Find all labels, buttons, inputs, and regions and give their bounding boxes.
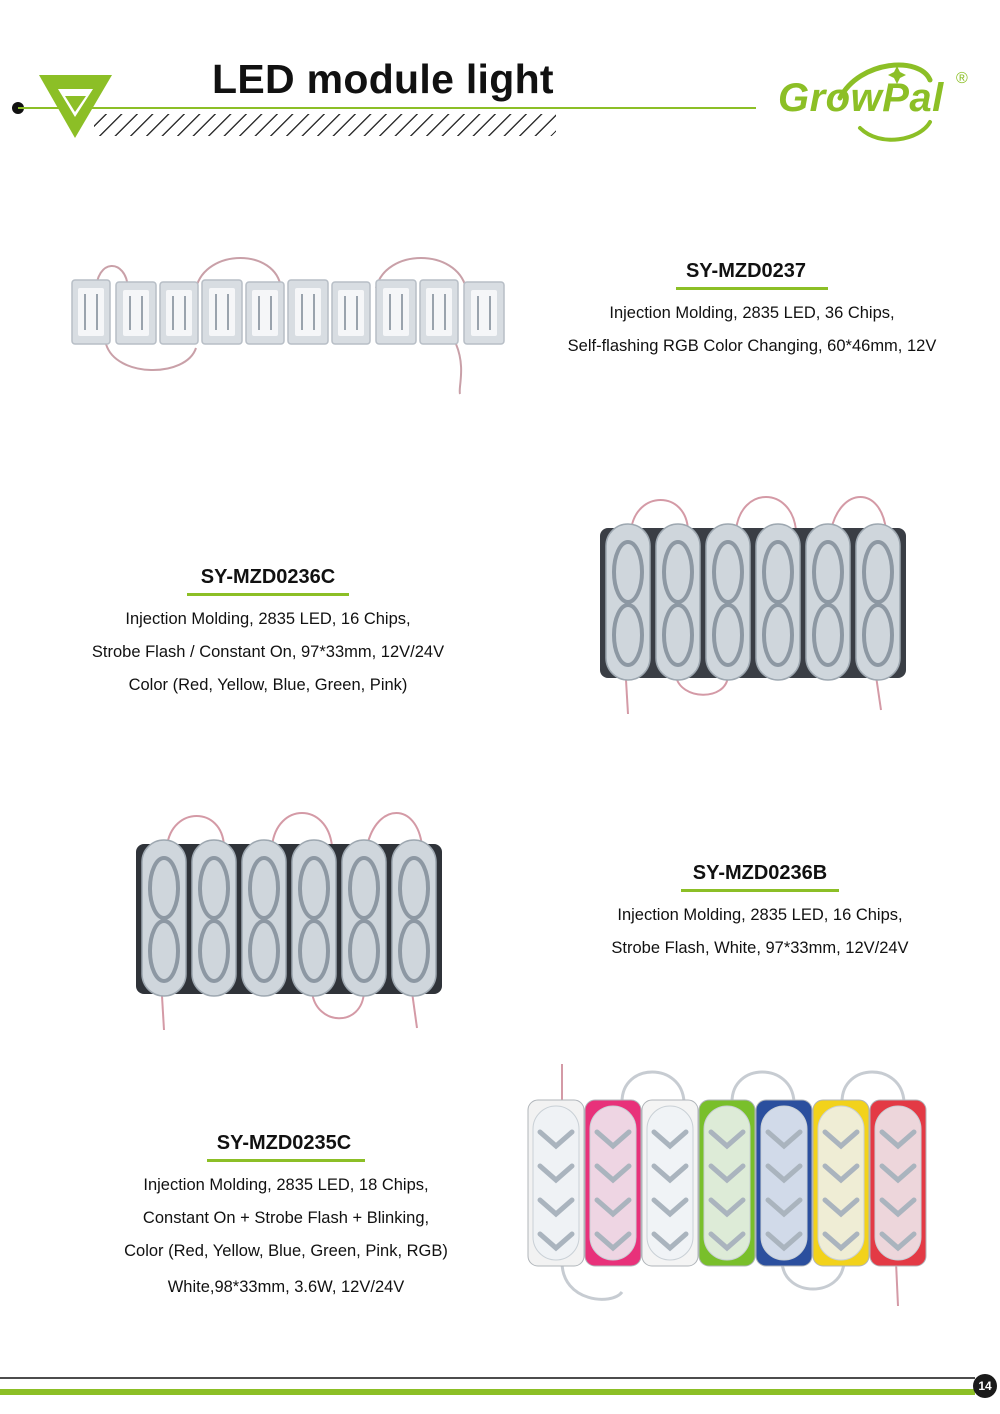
product-image-sy-mzd0236c bbox=[596, 490, 910, 716]
product-image-sy-mzd0236b bbox=[132, 806, 446, 1032]
product-spec: Color (Red, Yellow, Blue, Green, Pink, RGB) bbox=[124, 1242, 448, 1260]
registered-mark: ® bbox=[956, 70, 968, 87]
product-image-sy-mzd0237 bbox=[66, 248, 510, 398]
product-spec: Injection Molding, 2835 LED, 16 Chips, bbox=[125, 610, 411, 628]
product-spec: Self-flashing RGB Color Changing, 60*46mm, 12V bbox=[567, 337, 937, 355]
product-model: SY-MZD0237 bbox=[676, 260, 828, 290]
product-block-sy-mzd0236c bbox=[68, 566, 468, 695]
footer-lines bbox=[0, 1372, 1000, 1402]
brand-logo: GrowPal bbox=[778, 76, 944, 120]
product-block-sy-mzd0237 bbox=[552, 260, 952, 356]
product-image-sy-mzd0235c bbox=[522, 1062, 932, 1310]
product-spec: Strobe Flash, White, 97*33mm, 12V/24V bbox=[611, 939, 909, 957]
page-title: LED module light bbox=[212, 56, 554, 102]
product-spec: Strobe Flash / Constant On, 97*33mm, 12V/24V bbox=[91, 643, 445, 661]
product-model: SY-MZD0235C bbox=[207, 1132, 366, 1162]
product-spec: Injection Molding, 2835 LED, 36 Chips, bbox=[609, 304, 895, 322]
product-block-sy-mzd0235c bbox=[86, 1132, 486, 1297]
product-spec: White,98*33mm, 3.6W, 12V/24V bbox=[167, 1278, 405, 1296]
product-spec: Color (Red, Yellow, Blue, Green, Pink) bbox=[128, 676, 408, 694]
product-spec: Injection Molding, 2835 LED, 18 Chips, bbox=[143, 1176, 429, 1194]
product-model: SY-MZD0236C bbox=[187, 566, 350, 596]
product-block-sy-mzd0236b bbox=[560, 862, 960, 958]
page-number: 14 bbox=[973, 1374, 997, 1398]
header-hatch-pattern bbox=[94, 114, 556, 136]
product-spec: Injection Molding, 2835 LED, 16 Chips, bbox=[617, 906, 903, 924]
product-spec: Constant On + Strobe Flash + Blinking, bbox=[142, 1209, 430, 1227]
product-model: SY-MZD0236B bbox=[681, 862, 840, 892]
